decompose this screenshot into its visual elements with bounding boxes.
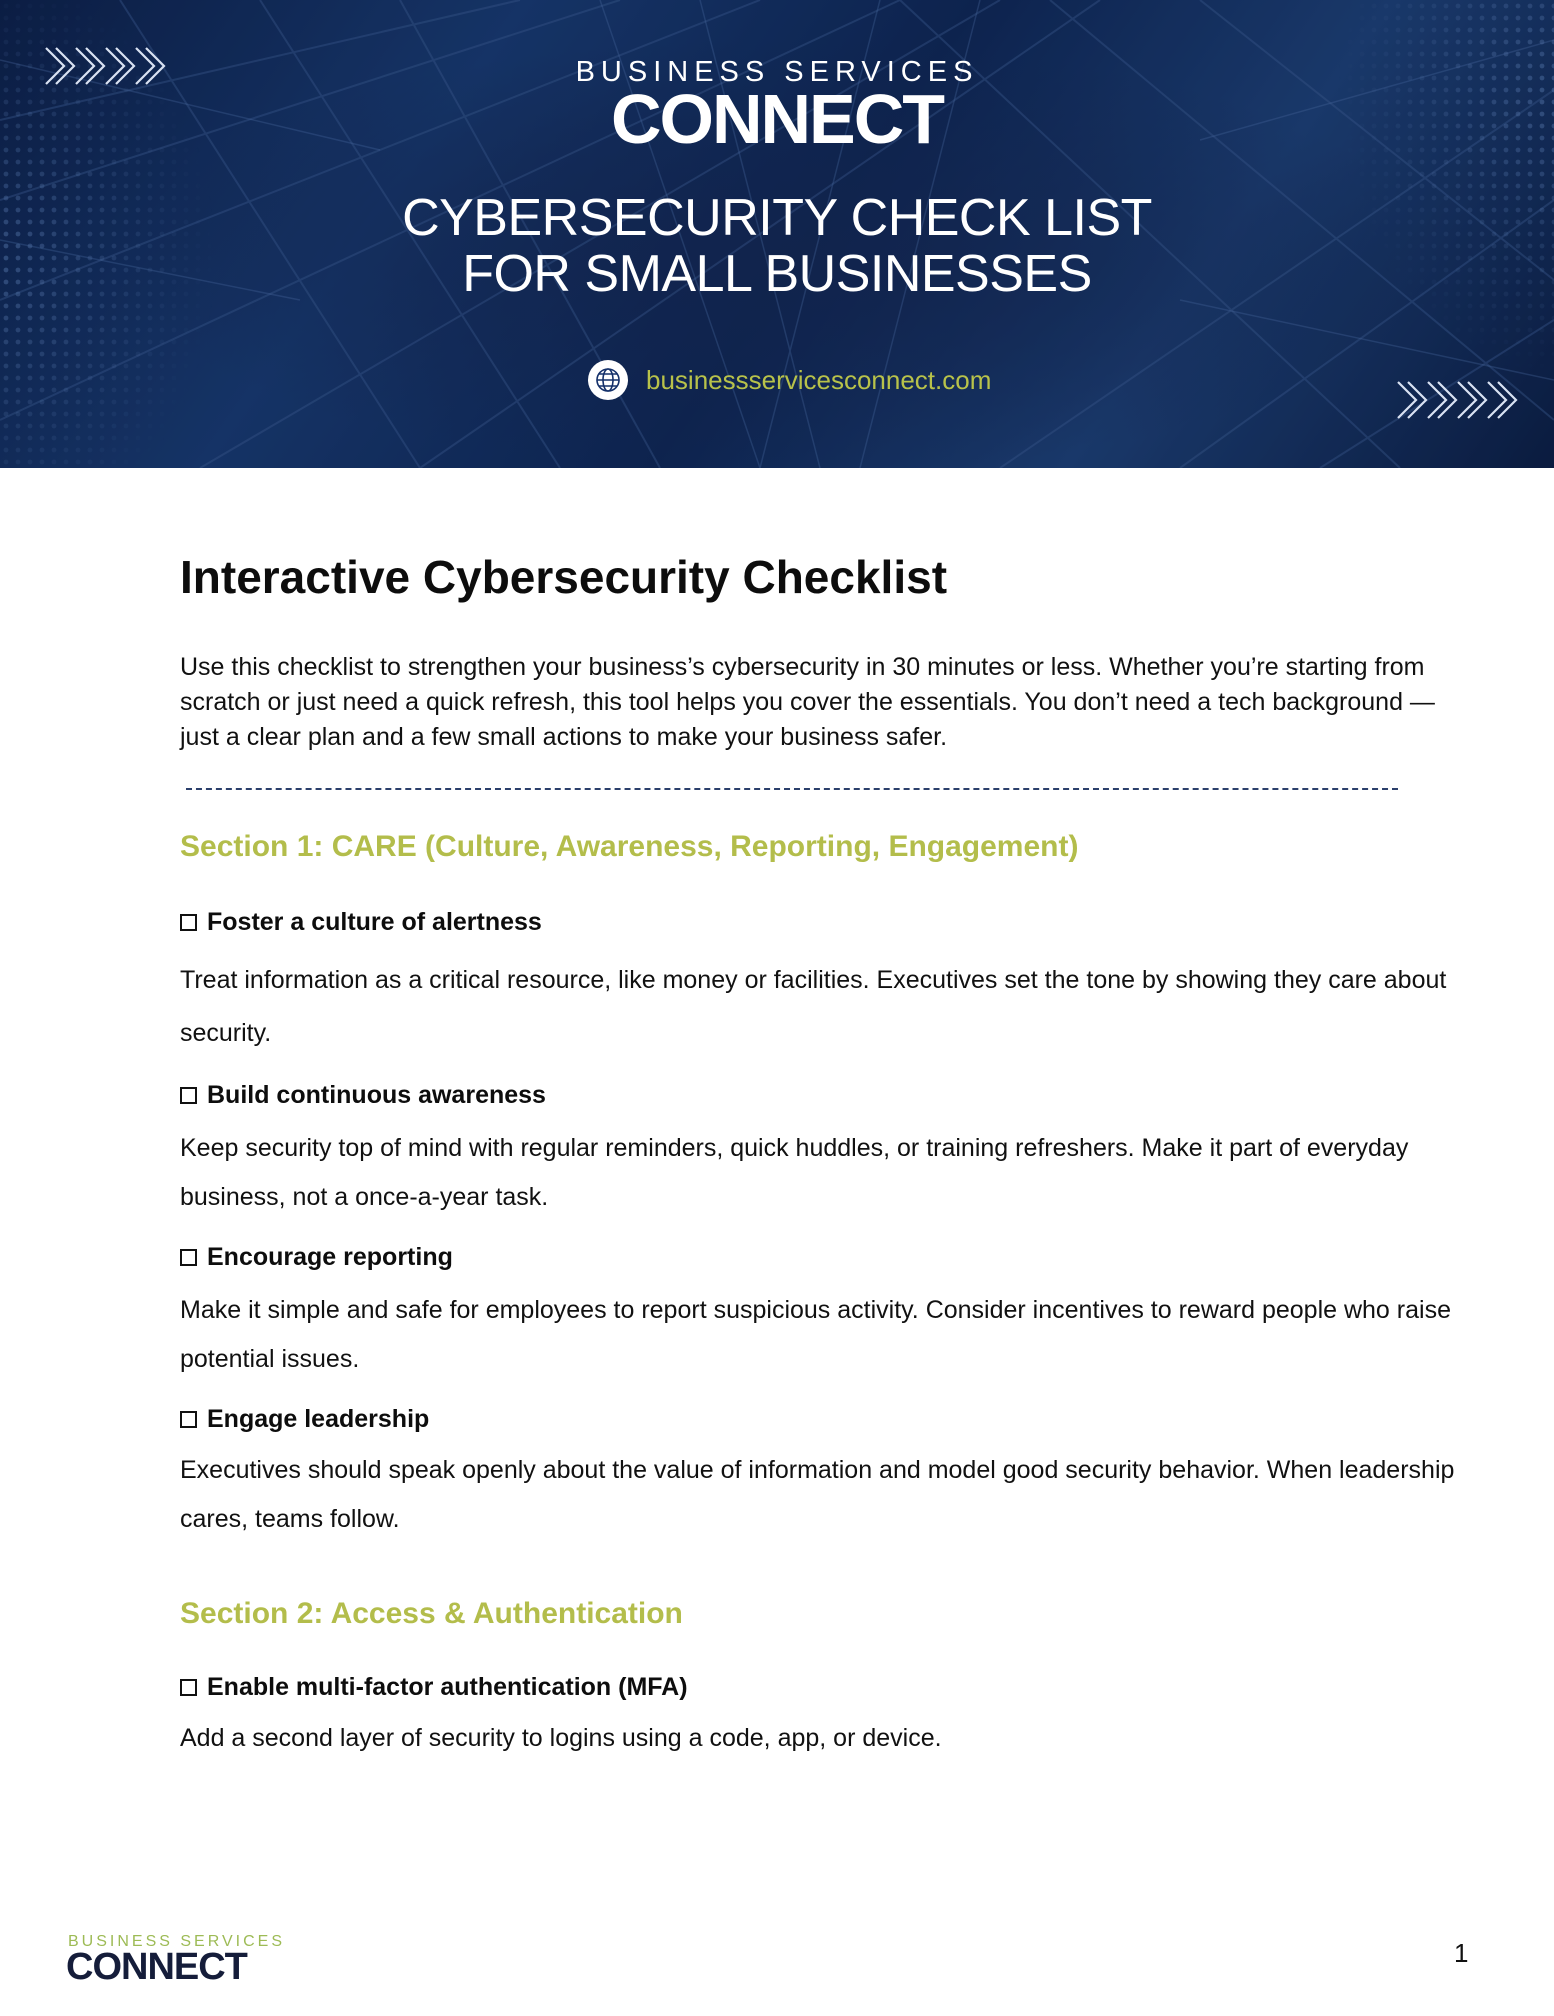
- banner-title-line1: CYBERSECURITY CHECK LIST: [402, 189, 1152, 247]
- checklist-item-description: Keep security top of mind with regular reminders, quick huddles, or training refreshers. Make it part of everyday business, not a once-a-year task.: [180, 1134, 1409, 1211]
- banner-title-line2: FOR SMALL BUSINESSES: [462, 245, 1092, 303]
- checklist-item-title[interactable]: [180, 1673, 688, 1702]
- checkbox[interactable]: [180, 1679, 197, 1696]
- checklist-item-label: Foster a culture of alertness: [207, 908, 542, 936]
- checklist-item-title[interactable]: [180, 908, 542, 937]
- checkbox[interactable]: [180, 1087, 197, 1104]
- checklist-item-label: Encourage reporting: [207, 1243, 453, 1271]
- brand-logo-text: CONNECT: [610, 80, 944, 158]
- checklist-item-title[interactable]: [180, 1081, 546, 1110]
- section-2-title: Section 2: Access & Authentication: [180, 1597, 683, 1630]
- banner-title: [0, 190, 1554, 302]
- checklist-item-description: Add a second layer of security to logins using a code, app, or device.: [180, 1724, 942, 1752]
- chevrons-right-icon: [1396, 380, 1520, 420]
- checklist-item-description: Treat information as a critical resource, like money or facilities. Executives set the tone by showing they care about security.: [180, 966, 1447, 1047]
- checklist-item-description: Make it simple and safe for employees to report suspicious activity. Consider incentives to reward people who raise potential issues.: [180, 1296, 1451, 1373]
- checklist-item-title[interactable]: [180, 1405, 429, 1434]
- footer-brand-subtitle: BUSINESS SERVICES: [68, 1933, 285, 1950]
- checklist-item-title[interactable]: [180, 1243, 453, 1272]
- globe-icon: [588, 360, 628, 400]
- website-link[interactable]: [588, 358, 991, 402]
- section-1-title: Section 1: CARE (Culture, Awareness, Reporting, Engagement): [180, 830, 1079, 863]
- intro-paragraph: Use this checklist to strengthen your business’s cybersecurity in 30 minutes or less. Whether you’re starting from scratch or just need a quick refresh, this tool helps you cover the essentials. You don’t need a tech background — just a clear plan and a few small actions to make your business safer.: [180, 653, 1435, 751]
- checkbox[interactable]: [180, 914, 197, 931]
- brand-subtitle: BUSINESS SERVICES: [575, 56, 979, 88]
- checkbox[interactable]: [180, 1249, 197, 1266]
- page-number: 1: [1454, 1938, 1469, 1968]
- checklist-item-label: Enable multi-factor authentication (MFA): [207, 1673, 688, 1701]
- header-banner: [0, 0, 1554, 468]
- checkbox[interactable]: [180, 1411, 197, 1428]
- dashed-divider: [186, 788, 1398, 790]
- website-url[interactable]: businessservicesconnect.com: [646, 364, 992, 395]
- footer-logo: CONNECT: [66, 1946, 247, 1988]
- checklist-item-description: Executives should speak openly about the value of information and model good security behavior. When leadership cares, teams follow.: [180, 1456, 1455, 1533]
- page-title: Interactive Cybersecurity Checklist: [180, 551, 948, 603]
- checklist-item-label: Engage leadership: [207, 1405, 430, 1433]
- checklist-item-label: Build continuous awareness: [207, 1081, 546, 1109]
